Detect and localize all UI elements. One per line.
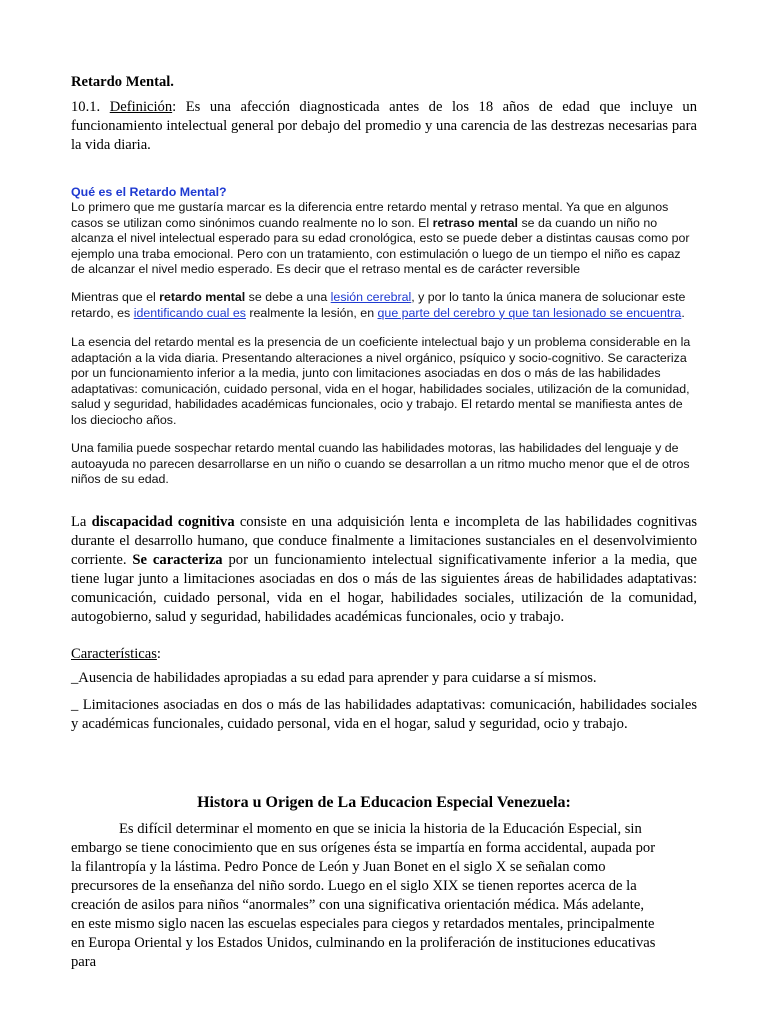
link-identificando[interactable]: identificando cual es	[133, 305, 246, 320]
text-span: .	[681, 305, 685, 320]
bold-term-retraso: retraso mental	[432, 215, 518, 230]
text-span: , y por lo tanto la única manera de solucionar este retardo, es	[71, 290, 686, 320]
text-span: se debe a una	[245, 290, 331, 304]
text-span: Mientras que el	[71, 290, 160, 304]
paragraph-retardo-mental	[71, 290, 697, 321]
history-paragraph	[71, 820, 661, 972]
characteristics-item: _Ausencia de habilidades apropiadas a su edad para aprender y para cuidarse a sí mismos.	[71, 670, 597, 686]
link-parte-cerebro[interactable]: que parte del cerebro y que tan lesionado se encuentra	[377, 305, 682, 320]
paragraph-retraso-mental	[71, 200, 697, 278]
definition-term: Definición	[109, 99, 173, 115]
text-span: consiste en una adquisición lenta e incompleta de las habilidades cognitivas durante el desarrollo humano, que conduce finalmente a limitaciones sustanciales en el desenvolvimiento corriente.	[71, 514, 698, 568]
definition-number: 10.1.	[71, 99, 101, 115]
characteristics-label-text: Características	[71, 646, 157, 662]
text-span: :	[156, 646, 161, 662]
characteristics-label	[71, 645, 697, 664]
text-span: Es difícil determinar el momento en que se inicia la historia de la Educación Especial, sin embargo se tiene conocimiento que en sus orígenes ésta se impartía en forma accidental, aupada por la filantropía y la lástima. Pedro Ponce de León y Juan Bonet en el siglo X se señalan como precursores de la enseñanza del niño sordo. Luego en el siglo XIX se tienen reportes acerca de la creación de asilos para niños “anormales” con una significativa orientación médica. Más adelante, en este mismo siglo nacen las escuelas especiales para ciegos y retardados mentales, principalmente en Europa Oriental y los Estados Unidos, culminando en la proliferación de instituciones educativas para	[71, 821, 656, 970]
definition-text: : Es una afección diagnosticada antes de los 18 años de edad que incluye un funcionamiento intelectual general por debajo del promedio y una carencia de las destrezas necesarias para la vida diaria.	[71, 99, 697, 153]
bold-term-discapacidad: discapacidad cognitiva	[91, 514, 235, 530]
text-span: La	[71, 514, 92, 530]
bold-term-retardo: retardo mental	[159, 290, 246, 304]
bold-term-caracteriza: Se caracteriza	[132, 552, 223, 568]
text-span: realmente la lesión, en	[245, 305, 378, 320]
section-heading-que-es: Qué es el Retardo Mental?	[71, 185, 227, 199]
history-heading: Histora u Origen de La Educacion Especial Venezuela:	[197, 794, 571, 811]
text-span: por un funcionamiento intelectual significativamente inferior a la media, que tiene lugar junto a limitaciones asociadas en dos o más de las siguientes áreas de habilidades adaptativas: comunicación, cuidado personal, vida en el hogar, habilidades sociales, utilización de la comunidad, autogobierno, salud y seguridad, habilidades académicas funcionales, ocio y trabajo.	[71, 552, 697, 625]
paragraph-familia: Una familia puede sospechar retardo mental cuando las habilidades motoras, las habilidades del lenguaje y de autoayuda no parecen desarrollarse en un niño o cuando se desarrollan a un ritmo mucho menor que el de otros niños de su edad.	[71, 441, 690, 487]
text-span: Lo primero que me gustaría marcar es la diferencia entre retardo mental y retraso mental. Ya que en algunos casos se utilizan como sinónimos cuando realmente no lo son. El	[71, 200, 669, 230]
paragraph-esencia: La esencia del retardo mental es la presencia de un coeficiente intelectual bajo y un problema considerable en la adaptación a la vida diaria. Presentando alteraciones a nivel orgánico, psíquico y socio-cognitivo. Se caracteriza por un funcionamiento inferior a la media, junto con limitaciones asociadas en dos o más de las habilidades adaptativas: comunicación, cuidado personal, vida en el hogar, habilidades sociales, utilización de la comunidad, salud y seguridad, habilidades académicas funcionales, ocio y trabajo. El retardo mental se manifiesta antes de los dieciocho años.	[71, 335, 691, 427]
characteristics-item: _ Limitaciones asociadas en dos o más de las habilidades adaptativas: comunicación, habilidades sociales y académicas funcionales, cuidado personal, vida en el hogar, salud y seguridad, ocio y trabajo.	[71, 697, 697, 732]
text-span: se da cuando un niño no alcanza el nivel intelectual esperado para su edad cronológica, esto se puede deber a distintas causas como por ejemplo una traba emocional. Pero con un tratamiento, con estimulación o luego de un tiempo el niño es capaz de alcanzar el nivel medio esperado. Es decir que el retraso mental es de carácter reversible	[71, 215, 690, 277]
paragraph-discapacidad-cognitiva	[71, 513, 697, 627]
document-title: Retardo Mental.	[71, 74, 174, 90]
link-lesion-cerebral[interactable]: lesión cerebral	[330, 290, 412, 304]
definition-paragraph	[71, 98, 697, 155]
